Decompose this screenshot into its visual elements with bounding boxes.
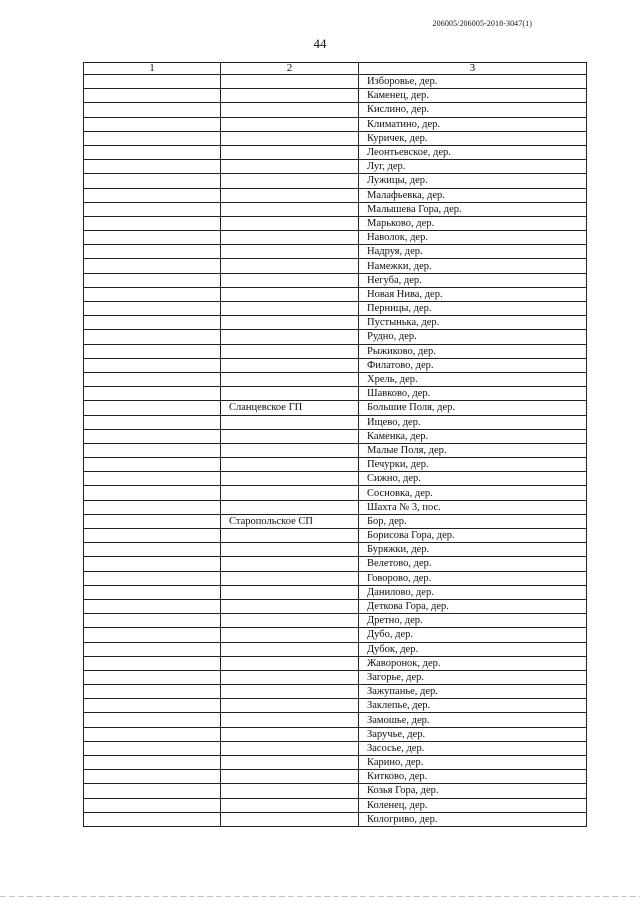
settlement-cell: Куричек, дер. [359,131,587,145]
settlement-cell: Говорово, дер. [359,571,587,585]
municipality-cell [221,543,359,557]
table-row [84,89,587,103]
municipality-cell [221,188,359,202]
table-row [84,727,587,741]
settlements-table [83,62,587,827]
district-cell [84,812,221,826]
district-cell [84,131,221,145]
settlement-cell: Ищево, дер. [359,415,587,429]
municipality-cell [221,784,359,798]
municipality-cell [221,174,359,188]
district-cell [84,798,221,812]
settlement-cell: Данилово, дер. [359,585,587,599]
district-cell [84,316,221,330]
municipality-cell [221,557,359,571]
settlement-cell: Шавково, дер. [359,387,587,401]
table-header [84,63,587,75]
table-row [84,699,587,713]
district-cell [84,741,221,755]
municipality-cell [221,713,359,727]
settlement-cell: Филатово, дер. [359,358,587,372]
table-row [84,75,587,89]
settlement-cell: Изборовье, дер. [359,75,587,89]
column-header-1: 1 [84,63,221,75]
municipality-cell [221,443,359,457]
municipality-cell [221,642,359,656]
table-row [84,330,587,344]
settlement-cell: Сосновка, дер. [359,486,587,500]
district-cell [84,642,221,656]
table-row [84,131,587,145]
settlement-cell: Рыжиково, дер. [359,344,587,358]
page-number: 44 [313,36,327,51]
district-cell [84,273,221,287]
settlement-cell: Замошье, дер. [359,713,587,727]
district-cell [84,699,221,713]
settlement-cell: Шахта № 3, пос. [359,500,587,514]
settlement-cell: Наволок, дер. [359,231,587,245]
district-cell [84,670,221,684]
municipality-cell [221,812,359,826]
settlement-cell: Негуба, дер. [359,273,587,287]
settlement-cell: Каменец, дер. [359,89,587,103]
municipality-cell [221,216,359,230]
table-row [84,614,587,628]
table-row [84,273,587,287]
column-header-2: 2 [221,63,359,75]
district-cell [84,401,221,415]
municipality-cell [221,273,359,287]
table-row [84,344,587,358]
municipality-cell [221,287,359,301]
district-cell [84,571,221,585]
district-cell [84,287,221,301]
district-cell [84,770,221,784]
district-cell [84,458,221,472]
municipality-cell [221,387,359,401]
district-cell [84,656,221,670]
district-cell [84,259,221,273]
table-row [84,486,587,500]
settlement-cell: Зажупанье, дер. [359,685,587,699]
settlement-cell: Китково, дер. [359,770,587,784]
municipality-cell [221,741,359,755]
table-row [84,302,587,316]
municipality-cell [221,358,359,372]
settlement-cell: Жаворонок, дер. [359,656,587,670]
settlement-cell: Засосье, дер. [359,741,587,755]
municipality-cell [221,685,359,699]
municipality-cell [221,429,359,443]
settlement-cell: Заручье, дер. [359,727,587,741]
settlement-cell: Буряжки, дер. [359,543,587,557]
settlement-cell: Хрель, дер. [359,372,587,386]
municipality-cell [221,770,359,784]
district-cell [84,756,221,770]
municipality-cell [221,103,359,117]
table-row [84,188,587,202]
settlement-cell: Дретно, дер. [359,614,587,628]
table-row [84,585,587,599]
settlement-cell: Кологриво, дер. [359,812,587,826]
district-cell [84,685,221,699]
municipality-cell [221,160,359,174]
table-row [84,216,587,230]
table-row [84,770,587,784]
municipality-cell [221,344,359,358]
municipality-cell: Старопольское СП [221,514,359,528]
settlement-cell: Большие Поля, дер. [359,401,587,415]
municipality-cell [221,656,359,670]
table-row [84,387,587,401]
table-row [84,415,587,429]
municipality-cell [221,699,359,713]
municipality-cell [221,245,359,259]
settlement-cell: Велетово, дер. [359,557,587,571]
settlement-cell: Намежки, дер. [359,259,587,273]
table-row [84,599,587,613]
table-row [84,798,587,812]
table-row [84,500,587,514]
district-cell [84,387,221,401]
table-row [84,160,587,174]
district-cell [84,344,221,358]
municipality-cell [221,302,359,316]
district-cell [84,557,221,571]
district-cell [84,599,221,613]
settlement-cell: Малышева Гора, дер. [359,202,587,216]
municipality-cell [221,89,359,103]
table-row [84,670,587,684]
table-row [84,557,587,571]
district-cell [84,529,221,543]
table-row [84,741,587,755]
municipality-cell [221,372,359,386]
scan-edge-line [0,896,640,897]
district-cell [84,585,221,599]
municipality-cell [221,628,359,642]
table-row [84,429,587,443]
table-row [84,443,587,457]
district-cell [84,415,221,429]
settlement-cell: Дубок, дер. [359,642,587,656]
district-cell [84,372,221,386]
settlement-cell: Марьково, дер. [359,216,587,230]
column-header-3: 3 [359,63,587,75]
municipality-cell [221,415,359,429]
settlement-cell: Малые Поля, дер. [359,443,587,457]
municipality-cell [221,599,359,613]
settlements-table-container [83,62,586,827]
district-cell [84,302,221,316]
settlement-cell: Коленец, дер. [359,798,587,812]
district-cell [84,727,221,741]
table-row [84,358,587,372]
district-cell [84,543,221,557]
settlement-cell: Надруя, дер. [359,245,587,259]
district-cell [84,486,221,500]
settlement-cell: Леонтьевское, дер. [359,145,587,159]
table-row [84,372,587,386]
municipality-cell [221,202,359,216]
municipality-cell [221,614,359,628]
settlement-cell: Карино, дер. [359,756,587,770]
settlement-cell: Рудно, дер. [359,330,587,344]
header-row [84,63,587,75]
table-row [84,543,587,557]
table-row [84,812,587,826]
district-cell [84,443,221,457]
district-cell [84,514,221,528]
settlement-cell: Сижно, дер. [359,472,587,486]
municipality-cell: Сланцевское ГП [221,401,359,415]
table-row [84,145,587,159]
settlement-cell: Печурки, дер. [359,458,587,472]
municipality-cell [221,145,359,159]
municipality-cell [221,670,359,684]
district-cell [84,231,221,245]
district-cell [84,628,221,642]
settlement-cell: Деткова Гора, дер. [359,599,587,613]
municipality-cell [221,727,359,741]
district-cell [84,188,221,202]
table-row [84,472,587,486]
table-row [84,231,587,245]
settlement-cell: Борисова Гора, дер. [359,529,587,543]
table-body [84,75,587,827]
district-cell [84,614,221,628]
district-cell [84,160,221,174]
district-cell [84,202,221,216]
table-row [84,316,587,330]
municipality-cell [221,458,359,472]
settlement-cell: Лужицы, дер. [359,174,587,188]
table-row [84,103,587,117]
table-row [84,628,587,642]
document-code: 206005/206005-2018-3047(1) [432,19,532,28]
table-row [84,117,587,131]
district-cell [84,103,221,117]
district-cell [84,784,221,798]
municipality-cell [221,486,359,500]
district-cell [84,117,221,131]
settlement-cell: Козья Гора, дер. [359,784,587,798]
table-row [84,784,587,798]
district-cell [84,145,221,159]
table-row [84,656,587,670]
table-row [84,202,587,216]
table-row [84,458,587,472]
table-row [84,529,587,543]
district-cell [84,358,221,372]
settlement-cell: Климатино, дер. [359,117,587,131]
settlement-cell: Бор, дер. [359,514,587,528]
municipality-cell [221,330,359,344]
municipality-cell [221,131,359,145]
table-row [84,571,587,585]
municipality-cell [221,75,359,89]
settlement-cell: Луг, дер. [359,160,587,174]
municipality-cell [221,472,359,486]
settlement-cell: Пустынька, дер. [359,316,587,330]
municipality-cell [221,231,359,245]
table-row [84,685,587,699]
municipality-cell [221,798,359,812]
settlement-cell: Заклепье, дер. [359,699,587,713]
settlement-cell: Новая Нива, дер. [359,287,587,301]
municipality-cell [221,756,359,770]
settlement-cell: Загорье, дер. [359,670,587,684]
table-row [84,174,587,188]
table-row [84,259,587,273]
table-row [84,287,587,301]
municipality-cell [221,571,359,585]
municipality-cell [221,529,359,543]
table-row [84,756,587,770]
settlement-cell: Кислино, дер. [359,103,587,117]
municipality-cell [221,585,359,599]
table-row [84,245,587,259]
municipality-cell [221,500,359,514]
district-cell [84,174,221,188]
table-row [84,514,587,528]
district-cell [84,330,221,344]
district-cell [84,75,221,89]
table-row [84,642,587,656]
district-cell [84,245,221,259]
settlement-cell: Малафьевка, дер. [359,188,587,202]
district-cell [84,429,221,443]
municipality-cell [221,117,359,131]
municipality-cell [221,316,359,330]
district-cell [84,472,221,486]
municipality-cell [221,259,359,273]
district-cell [84,89,221,103]
settlement-cell: Каменка, дер. [359,429,587,443]
settlement-cell: Дубо, дер. [359,628,587,642]
district-cell [84,713,221,727]
settlement-cell: Перницы, дер. [359,302,587,316]
district-cell [84,500,221,514]
table-row [84,713,587,727]
district-cell [84,216,221,230]
table-row [84,401,587,415]
